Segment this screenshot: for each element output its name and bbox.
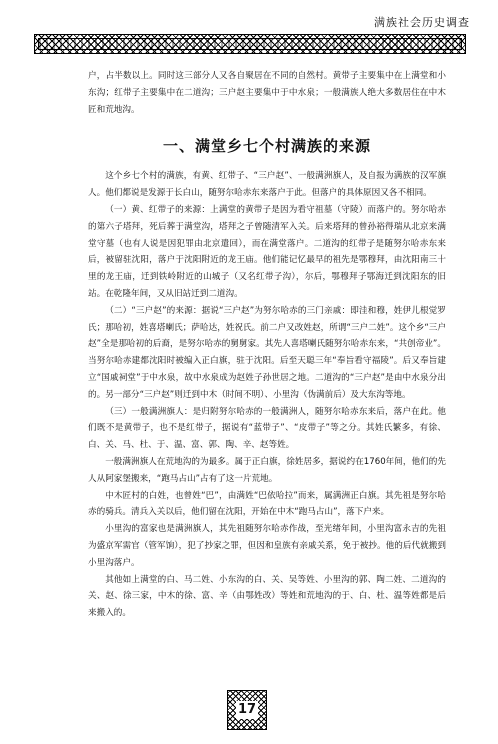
paragraph: （一）黄、红带子的来源：上满堂的黄带子是因为看守祖墓（守陵）而落户的。努尔哈赤的第六子塔拜，死后葬于满堂沟，塔拜之子曾随清军入关。后来塔拜的曾孙裕得瑞从北京来满堂守墓（也有人说是因犯罪由北京遣回），而在满堂落户。二道沟的红带子是随努尔哈赤东来后，被留驻沈阳，落户于沈阳附近的龙王庙。他们能记忆最早的祖先是鄂穆拜，由沈阳南三十里的龙王庙，迁到铁岭附近的山城子（又名红带子沟），尔后，鄂穆拜子鄂海迁到沈阳东的旧站。在乾隆年间，又从旧站迁到二道沟。 [88,204,446,299]
paragraph: 小里沟的富家也是满洲旗人，其先祖随努尔哈赤作战，至光绪年间，小里沟富永吉的先祖为盛京军需官（管军饷），犯了抄家之罪，但因和皇族有亲戚关系，免于被抄。他的后代就搬到小里沟落户。 [88,524,446,568]
page-body [88,68,446,622]
running-head: 满族社会历史调查 [374,16,470,29]
paragraph: （二）“三户赵”的来源：据说“三户赵”为努尔哈赤的三门亲戚：即洼和穆，姓伊儿根觉罗氏；那哈初，姓喜塔喇氏；萨哈达，姓祝氏。前二户又改姓赵，所谓“三户二姓”。这个乡“三户赵”全是那哈初的后裔，是努尔哈赤的舅舅家。其先人喜塔喇氏随努尔哈赤东来，“共创帝业”。当努尔哈赤建都沈阳时被编入正白旗，驻于沈阳。后至天聪三年“奉旨看守福陵”。后又奉旨建立“国戚祠堂”于中水泉，故中水泉成为赵姓子孙世居之地。二道沟的“三户赵”是由中水泉分出的。另一部分“三户赵”则迁到中木（时间不明）、小里沟（伪满前后）及大东沟等地。 [88,305,446,400]
paragraph: 其他如上满堂的白、马二姓、小东沟的白、关、吴等姓、小里沟的郭、陶二姓、二道沟的关、赵、徐三家，中木的徐、富、辛（由鄂姓改）等姓和荒地沟的于、白、杜、温等姓都是后来搬入的。 [88,574,446,619]
header-ornament-inner [38,38,462,50]
page-number: 17 [237,702,257,717]
page-number-badge [227,690,267,730]
paragraph: 一般满洲旗人在荒地沟的为最多。属于正白旗，徐姓居多，据说约在1760年间，他们的先人从阿家堡搬来，“跑马占山”占有了这一片荒地。 [88,456,446,484]
header-ornament-band [34,34,466,54]
paragraph: （三）一般满洲旗人：是归附努尔哈赤的一般满洲人，随努尔哈赤东来后，落户在此。他们既不是黄带子，也不是红带子，据说有“蓝带子”、“皮带子”等之分。其姓氏繁多，有徐、白、关、马、杜、于、温、富、郭、陶、辛、赵等姓。 [88,406,446,451]
intro-paragraph: 户，占半数以上。同时这三部分人又各自聚居在不同的自然村。黄带子主要集中在上满堂和小东沟；红带子主要集中在二道沟；三户赵主要集中于中水泉；一般满族人绝大多数居住在中木匠和荒地沟。 [88,71,446,115]
section-title: 一、满堂乡七个村满族的来源 [162,137,371,156]
paragraph: 这个乡七个村的满族，有黄、红带子、“三户赵”、一般满洲旗人，及自报为满族的汉军旗人。他们都说是发源于长白山，随努尔哈赤东来落户于此。但落户的具体原因又各不相同。 [88,171,446,199]
paragraph: 中木匠村的白姓，也曾姓“巴”，由满姓“巴依哈拉”而来，属满洲正白旗。其先祖是努尔哈赤的骑兵。清兵入关以后，他们留在沈阳，开始在中木“跑马占山”，落下户来。 [88,490,446,518]
